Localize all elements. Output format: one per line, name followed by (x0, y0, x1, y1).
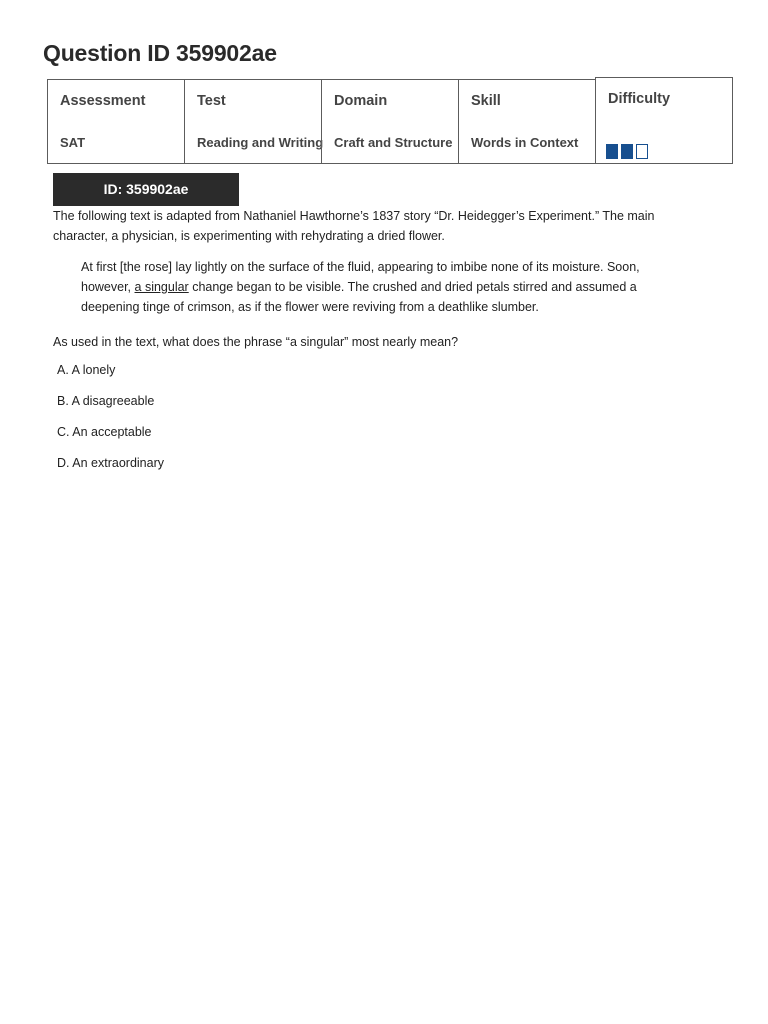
answer-choice-c[interactable]: C. An acceptable (57, 425, 152, 439)
question-id-banner: ID: 359902ae (53, 173, 239, 206)
passage-highlight: a singular (134, 280, 189, 294)
meta-header-test: Test (197, 93, 226, 109)
difficulty-bar-filled (621, 144, 633, 159)
passage-before: At first [the rose] lay lightly on the surface of the fluid, appearing to imbibe none of its moisture. Soon, however, (81, 260, 640, 294)
meta-skill-cell (458, 79, 596, 164)
meta-test-cell (184, 79, 322, 164)
answer-choice-a[interactable]: A. A lonely (57, 363, 116, 377)
passage-after: change began to be visible. The crushed and dried petals stirred and assumed a deepening tinge of crimson, as if the flower were reviving from a deathlike slumber. (81, 280, 637, 314)
meta-header-domain: Domain (334, 93, 388, 109)
difficulty-meter (606, 144, 648, 159)
meta-value-test: Reading and Writing (197, 135, 324, 150)
question-content (53, 206, 703, 484)
meta-domain-cell (321, 79, 459, 164)
meta-assessment-cell (47, 79, 185, 164)
meta-value-domain: Craft and Structure (334, 135, 453, 150)
answer-choice-b[interactable]: B. A disagreeable (57, 394, 155, 408)
meta-header-skill: Skill (471, 93, 501, 109)
difficulty-bar-empty (636, 144, 648, 159)
meta-value-skill: Words in Context (471, 135, 579, 150)
answer-choice-d[interactable]: D. An extraordinary (57, 456, 164, 470)
page-title: Question ID 359902ae (43, 40, 277, 66)
intro-text: The following text is adapted from Nathaniel Hawthorne’s 1837 story “Dr. Heidegger’s Experiment.” The main character, a physician, is experimenting with rehydrating a dried flower. (53, 209, 655, 243)
answer-choices (57, 360, 703, 484)
meta-header-difficulty: Difficulty (608, 91, 671, 107)
meta-header-assessment: Assessment (60, 93, 146, 109)
difficulty-bar-filled (606, 144, 618, 159)
question-stem: As used in the text, what does the phrase “a singular” most nearly mean? (53, 335, 459, 349)
question-meta-table (47, 79, 733, 164)
meta-value-assessment: SAT (60, 135, 86, 150)
passage-text (81, 257, 681, 317)
meta-difficulty-cell (595, 77, 733, 164)
